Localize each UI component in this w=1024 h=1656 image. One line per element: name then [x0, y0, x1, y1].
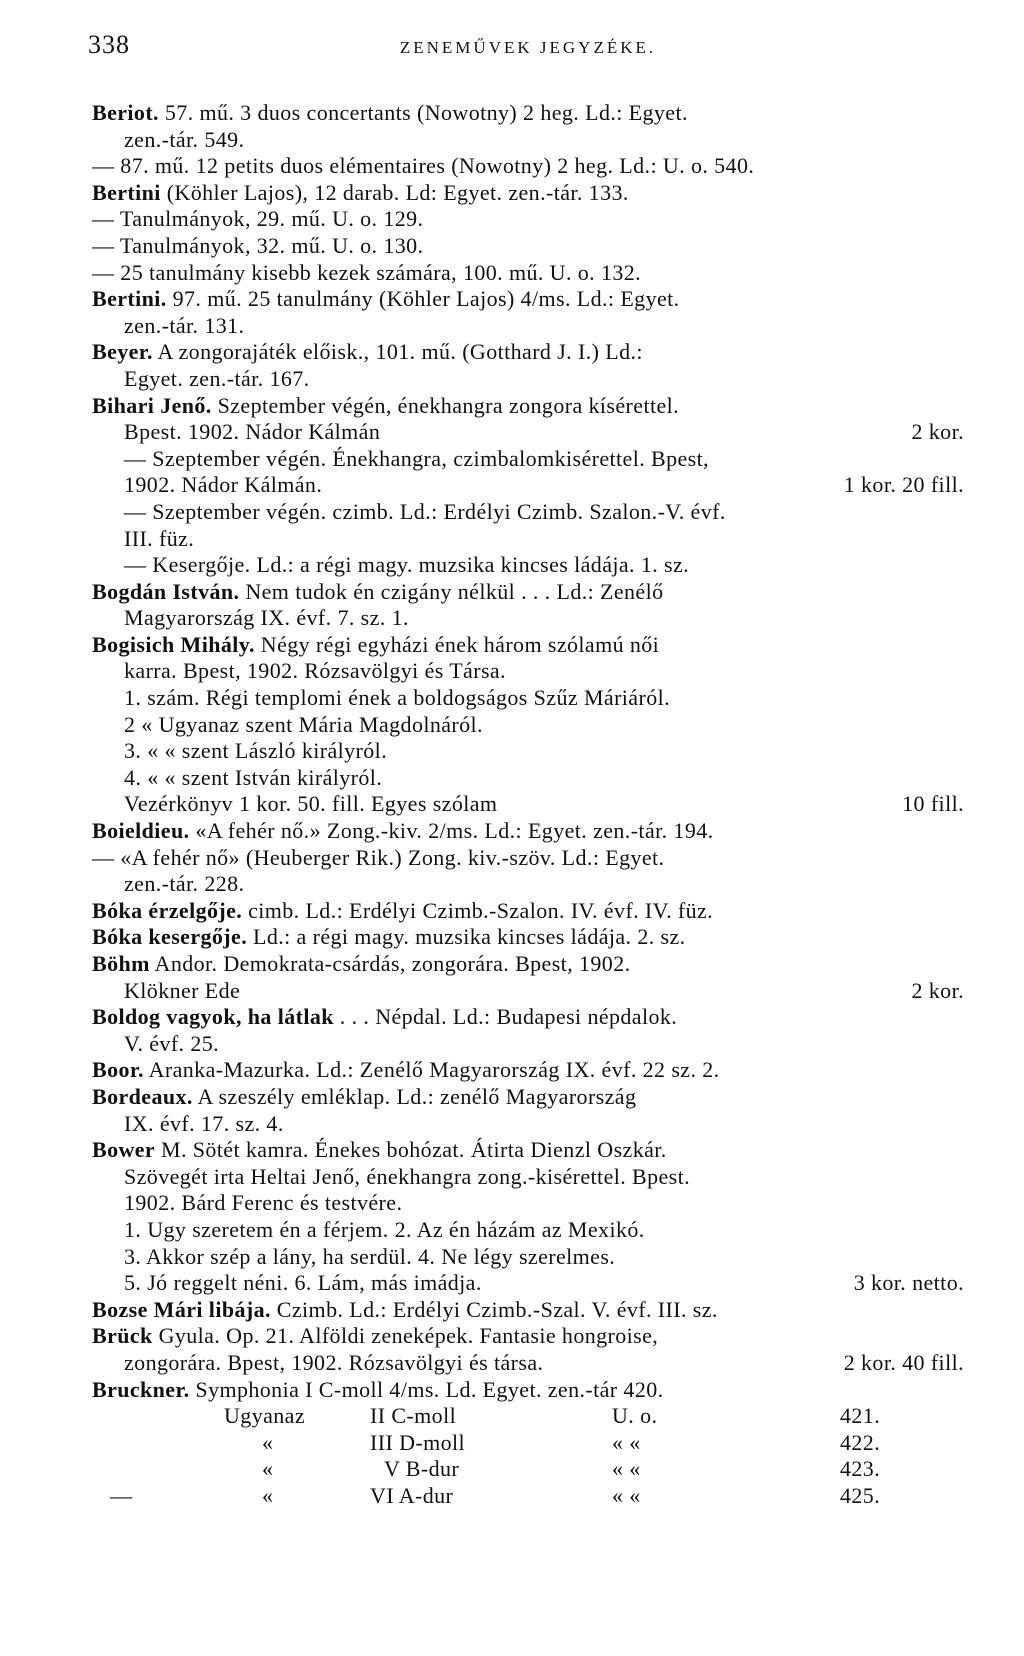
text-line: [92, 845, 964, 872]
table-row: [92, 1430, 964, 1457]
table-cell: II C-moll: [370, 1403, 457, 1429]
table-cell: U. o.: [612, 1403, 658, 1429]
entry-text: Bpest. 1902. Nádor Kálmán: [124, 419, 381, 445]
text-line: [92, 286, 964, 313]
entry-heading: Bozse Mári libája.: [92, 1296, 271, 1322]
text-line: [92, 1270, 964, 1297]
text-line: [92, 499, 964, 526]
text-line: [92, 1217, 964, 1244]
text-line: [92, 100, 964, 127]
entry-text: zen.-tár. 549.: [124, 126, 245, 152]
text-line: [92, 419, 964, 446]
text-line: [92, 233, 964, 260]
entry-text: zen.-tár. 228.: [124, 871, 245, 897]
table-cell: VI A-dur: [370, 1482, 454, 1508]
text-line: [92, 1323, 964, 1350]
table-cell: V B-dur: [384, 1456, 460, 1482]
text-line: [92, 552, 964, 579]
text-line: [92, 579, 964, 606]
text-line: [92, 206, 964, 233]
text-line: [92, 1004, 964, 1031]
table-cell: «: [262, 1482, 274, 1508]
text-line: [92, 180, 964, 207]
table-cell: «: [262, 1429, 274, 1455]
entry-text: — Szeptember végén. Énekhangra, czimbalomkisérettel. Bpest,: [124, 445, 710, 471]
entry-text: 5. Jó reggelt néni. 6. Lám, más imádja.: [124, 1270, 482, 1296]
entry-heading: Brück: [92, 1323, 153, 1349]
entry-text: — Tanulmányok, 32. mű. U. o. 130.: [92, 232, 424, 258]
text-line: [92, 127, 964, 154]
table-cell: « «: [612, 1482, 641, 1508]
price: 2 kor.: [911, 977, 964, 1003]
table-cell: 425.: [840, 1482, 881, 1508]
entry-text: Czimb. Ld.: Erdélyi Czimb.-Szal. V. évf. III. sz.: [270, 1296, 718, 1322]
text-line: [92, 1164, 964, 1191]
text-line: [92, 1190, 964, 1217]
entry-text: 57. mű. 3 duos concertants (Nowotny) 2 heg. Ld.: Egyet.: [158, 100, 688, 125]
table-cell: III D-moll: [370, 1429, 466, 1455]
text-line: [92, 339, 964, 366]
table-row: [92, 1403, 964, 1430]
entry-text: 3. « « szent László királyról.: [124, 738, 388, 764]
price: 2 kor.: [911, 419, 964, 445]
text-line: [92, 153, 964, 180]
entry-text: — Tanulmányok, 29. mű. U. o. 129.: [92, 206, 424, 232]
entry-heading: Bertini: [92, 179, 161, 205]
entry-text: 3. Akkor szép a lány, ha serdül. 4. Ne légy szerelmes.: [124, 1243, 616, 1269]
table-cell: 423.: [840, 1456, 881, 1482]
entry-text: Aranka-Mazurka. Ld.: Zenélő Magyarország IX. évf. 22 sz. 2.: [143, 1057, 720, 1083]
text-line: [92, 871, 964, 898]
table-row: [92, 1483, 964, 1510]
text-line: [92, 924, 964, 951]
entry-text: (Köhler Lajos), 12 darab. Ld: Egyet. zen.-tár. 133.: [160, 179, 629, 205]
entry-text: Szeptember végén, énekhangra zongora kísérettel.: [211, 392, 680, 418]
price: 1 kor. 20 fill.: [843, 472, 964, 498]
price: 10 fill.: [902, 791, 964, 817]
entry-text: Symphonia I C-moll 4/ms. Ld. Egyet. zen.-tár 420.: [189, 1376, 664, 1402]
text-line: [92, 791, 964, 818]
price: 3 kor. netto.: [853, 1270, 964, 1296]
table-cell: Ugyanaz: [224, 1403, 305, 1429]
text-line: [92, 658, 964, 685]
entry-text: Gyula. Op. 21. Alföldi zeneképek. Fantasie hongroise,: [152, 1323, 659, 1349]
text-line: [92, 818, 964, 845]
catalog-body: [92, 100, 964, 1509]
entry-text: — 87. mű. 12 petits duos elémentaires (Nowotny) 2 heg. Ld.: U. o. 540.: [92, 153, 755, 179]
text-line: [92, 1244, 964, 1271]
entry-text: A zongorajáték előisk., 101. mű. (Gotthard J. I.) Ld.:: [152, 339, 643, 365]
entry-text: cimb. Ld.: Erdélyi Czimb.-Szalon. IV. évf. IV. füz.: [242, 897, 714, 923]
entry-text: Szövegét irta Heltai Jenő, énekhangra zong.-kisérettel. Bpest.: [124, 1163, 691, 1189]
table-cell: « «: [612, 1456, 641, 1482]
table-cell: 422.: [840, 1429, 881, 1455]
entry-text: 2 « Ugyanaz szent Mária Magdolnáról.: [124, 711, 483, 737]
entry-text: — 25 tanulmány kisebb kezek számára, 100. mű. U. o. 132.: [92, 259, 642, 285]
entry-text: Klökner Ede: [124, 977, 241, 1003]
entry-heading: Boldog vagyok, ha látlak: [92, 1004, 334, 1030]
entry-heading: Bóka kesergője.: [92, 924, 248, 950]
table-cell: «: [262, 1456, 274, 1482]
entry-text: «A fehér nő.» Zong.-kiv. 2/ms. Ld.: Egyet. zen.-tár. 194.: [189, 818, 714, 844]
table-cell: —: [110, 1482, 133, 1508]
text-line: [92, 1350, 964, 1377]
entry-heading: Bóka érzelgője.: [92, 897, 243, 923]
text-line: [92, 605, 964, 632]
text-line: [92, 712, 964, 739]
text-line: [92, 1084, 964, 1111]
entry-heading: Beyer.: [92, 339, 153, 365]
price: 2 kor. 40 fill.: [843, 1349, 964, 1375]
entry-text: 4. « « szent István királyról.: [124, 764, 383, 790]
text-line: [92, 1111, 964, 1138]
text-line: [92, 898, 964, 925]
entry-text: 1. Ugy szeretem én a férjem. 2. Az én házám az Mexikó.: [124, 1216, 645, 1242]
entry-text: Egyet. zen.-tár. 167.: [124, 365, 310, 391]
table-row: [92, 1456, 964, 1483]
text-line: [92, 1057, 964, 1084]
table-cell: 421.: [840, 1403, 881, 1429]
text-line: [92, 366, 964, 393]
text-line: [92, 632, 964, 659]
text-line: [92, 1031, 964, 1058]
text-line: [92, 526, 964, 553]
entry-text: — «A fehér nő» (Heuberger Rik.) Zong. kiv.-szöv. Ld.: Egyet.: [92, 844, 665, 870]
entry-heading: Bihari Jenő.: [92, 392, 212, 418]
running-title: ZENEMŰVEK JEGYZÉKE.: [399, 38, 657, 57]
text-line: [92, 1377, 964, 1404]
entry-text: — Kesergője. Ld.: a régi magy. muzsika kincses ládája. 1. sz.: [124, 552, 690, 578]
entry-text: — Szeptember végén. czimb. Ld.: Erdélyi Czimb. Szalon.-V. évf.: [124, 498, 726, 524]
entry-text: Andor. Demokrata-csárdás, zongorára. Bpest, 1902.: [149, 951, 631, 976]
text-line: [92, 446, 964, 473]
entry-text: 1902. Nádor Kálmán.: [124, 472, 323, 498]
entry-text: karra. Bpest, 1902. Rózsavölgyi és Társa.: [124, 658, 506, 684]
entry-text: Magyarország IX. évf. 7. sz. 1.: [124, 605, 409, 631]
entry-text: 1902. Bárd Ferenc és testvére.: [124, 1190, 403, 1216]
entry-text: Nem tudok én czigány nélkül . . . Ld.: Zenélő: [239, 578, 664, 604]
text-line: [92, 1137, 964, 1164]
entry-text: V. évf. 25.: [124, 1030, 220, 1056]
entry-text: Négy régi egyházi ének három szólamú női: [254, 631, 660, 657]
entry-heading: Bogdán István.: [92, 578, 240, 604]
text-line: [92, 393, 964, 420]
entry-heading: Bertini.: [92, 286, 167, 312]
entry-heading: Boor.: [92, 1057, 144, 1083]
text-line: [92, 738, 964, 765]
entry-heading: Beriot.: [92, 100, 159, 125]
entry-text: 97. mű. 25 tanulmány (Köhler Lajos) 4/ms. Ld.: Egyet.: [166, 286, 680, 312]
text-line: [92, 260, 964, 287]
entry-text: Ld.: a régi magy. muzsika kincses ládája. 2. sz.: [247, 924, 686, 950]
text-line: [92, 1297, 964, 1324]
text-line: [92, 765, 964, 792]
text-line: [92, 951, 964, 978]
page-number: 338: [88, 30, 130, 59]
entry-text: Vezérkönyv 1 kor. 50. fill. Egyes szólam: [124, 791, 498, 817]
entry-heading: Bower: [92, 1137, 156, 1163]
entry-text: A szeszély emléklap. Ld.: zenélő Magyarország: [192, 1083, 637, 1109]
entry-text: . . . Népdal. Ld.: Budapesi népdalok.: [333, 1004, 678, 1030]
page-header: [88, 22, 968, 62]
entry-heading: Böhm: [92, 951, 150, 976]
entry-heading: Bruckner.: [92, 1376, 190, 1402]
entry-text: zen.-tár. 131.: [124, 312, 245, 338]
entry-text: zongorára. Bpest, 1902. Rózsavölgyi és társa.: [124, 1349, 544, 1375]
entry-heading: Boieldieu.: [92, 818, 190, 844]
text-line: [92, 978, 964, 1005]
entry-text: 1. szám. Régi templomi ének a boldogságos Szűz Máriáról.: [124, 685, 671, 711]
entry-text: III. füz.: [124, 525, 195, 551]
entry-text: M. Sötét kamra. Énekes bohózat. Átirta Dienzl Oszkár.: [155, 1137, 667, 1163]
entry-heading: Bordeaux.: [92, 1083, 193, 1109]
text-line: [92, 685, 964, 712]
text-line: [92, 472, 964, 499]
entry-text: IX. évf. 17. sz. 4.: [124, 1110, 284, 1136]
entry-heading: Bogisich Mihály.: [92, 631, 255, 657]
table-cell: « «: [612, 1429, 641, 1455]
text-line: [92, 313, 964, 340]
